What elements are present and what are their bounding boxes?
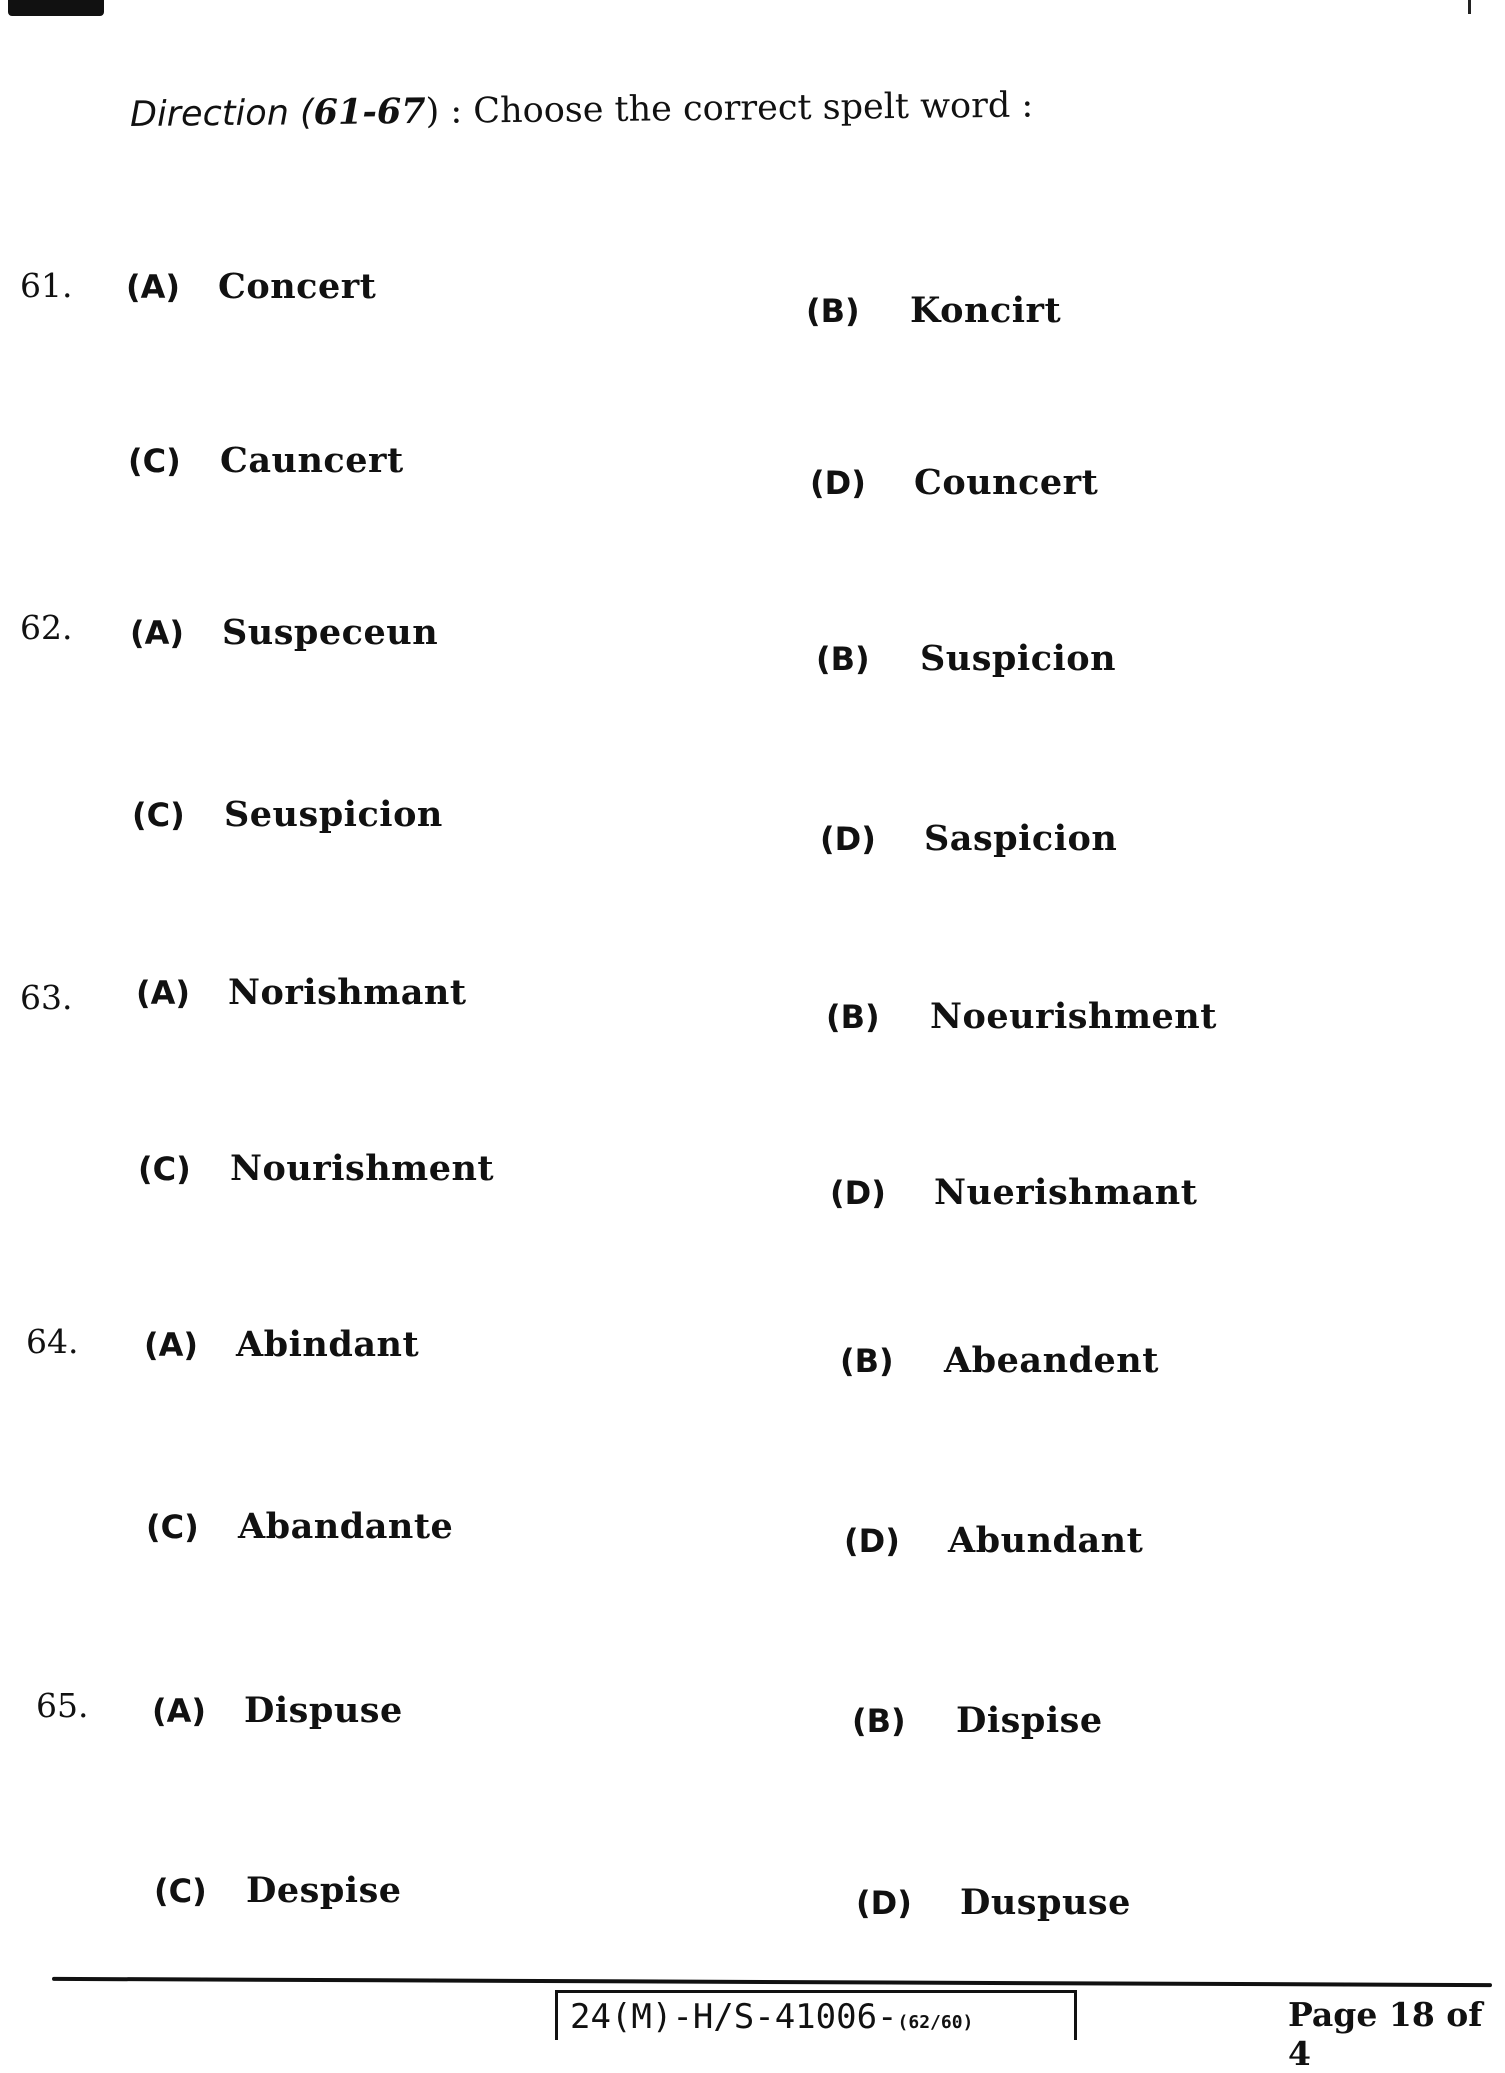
corner-tick	[1468, 0, 1471, 14]
option-label: (B)	[826, 998, 880, 1036]
page-number: Page 18 of 4	[1288, 1995, 1483, 2073]
option-text: Duspuse	[960, 1882, 1131, 1923]
option-text: Noeurishment	[930, 996, 1217, 1037]
option-label: (A)	[136, 974, 191, 1012]
option-label: (D)	[810, 464, 866, 502]
option-text: Koncirt	[910, 290, 1062, 331]
option-text: Saspicion	[924, 818, 1118, 859]
direction-heading	[130, 85, 1034, 135]
option-text: Councert	[914, 462, 1099, 503]
option-label: (B)	[840, 1342, 894, 1380]
paper-code	[555, 1990, 1077, 2040]
option-text: Dispuse	[244, 1690, 403, 1731]
question-number: 61.	[20, 266, 73, 305]
option-label: (C)	[138, 1150, 191, 1188]
option-text: Norishmant	[228, 972, 467, 1013]
option-text: Concert	[218, 266, 377, 307]
option-label: (C)	[132, 796, 185, 834]
option-text: Cauncert	[220, 440, 404, 481]
option-label: (C)	[154, 1872, 207, 1910]
option-text: Abeandent	[944, 1340, 1159, 1381]
option-text: Suspeceun	[222, 612, 439, 653]
option-text: Abindant	[236, 1324, 420, 1365]
option-text: Despise	[246, 1870, 402, 1911]
option-label: (D)	[856, 1884, 912, 1922]
option-label: (C)	[128, 442, 181, 480]
option-label: (B)	[806, 292, 860, 330]
option-text: Nourishment	[230, 1148, 495, 1189]
question-number: 62.	[20, 608, 73, 647]
option-text: Nuerishmant	[934, 1172, 1198, 1213]
option-label: (A)	[126, 268, 181, 306]
option-text: Abandante	[238, 1506, 454, 1547]
option-label: (B)	[852, 1702, 906, 1740]
option-label: (D)	[820, 820, 876, 858]
option-label: (B)	[816, 640, 870, 678]
paper-code-small: (62/60)	[897, 2012, 974, 2033]
option-text: Dispise	[956, 1700, 1103, 1741]
option-label: (A)	[144, 1326, 199, 1364]
option-text: Abundant	[948, 1520, 1144, 1561]
paper-code-main: 24(M)-H/S-41006-	[570, 1997, 898, 2037]
question-number: 64.	[26, 1322, 79, 1361]
question-number: 65.	[36, 1686, 89, 1725]
option-text: Seuspicion	[224, 794, 443, 835]
option-text: Suspicion	[920, 638, 1117, 679]
footer-rule	[52, 1977, 1492, 1987]
option-label: (C)	[146, 1508, 199, 1546]
direction-range: 61-67	[313, 90, 426, 134]
question-number: 63.	[20, 978, 73, 1017]
direction-suffix: ) : Choose the correct spelt word :	[425, 85, 1034, 132]
direction-prefix: Direction (	[129, 93, 314, 135]
option-label: (A)	[130, 614, 185, 652]
option-label: (A)	[152, 1692, 207, 1730]
option-label: (D)	[830, 1174, 886, 1212]
option-label: (D)	[844, 1522, 900, 1560]
corner-mark	[8, 0, 104, 16]
